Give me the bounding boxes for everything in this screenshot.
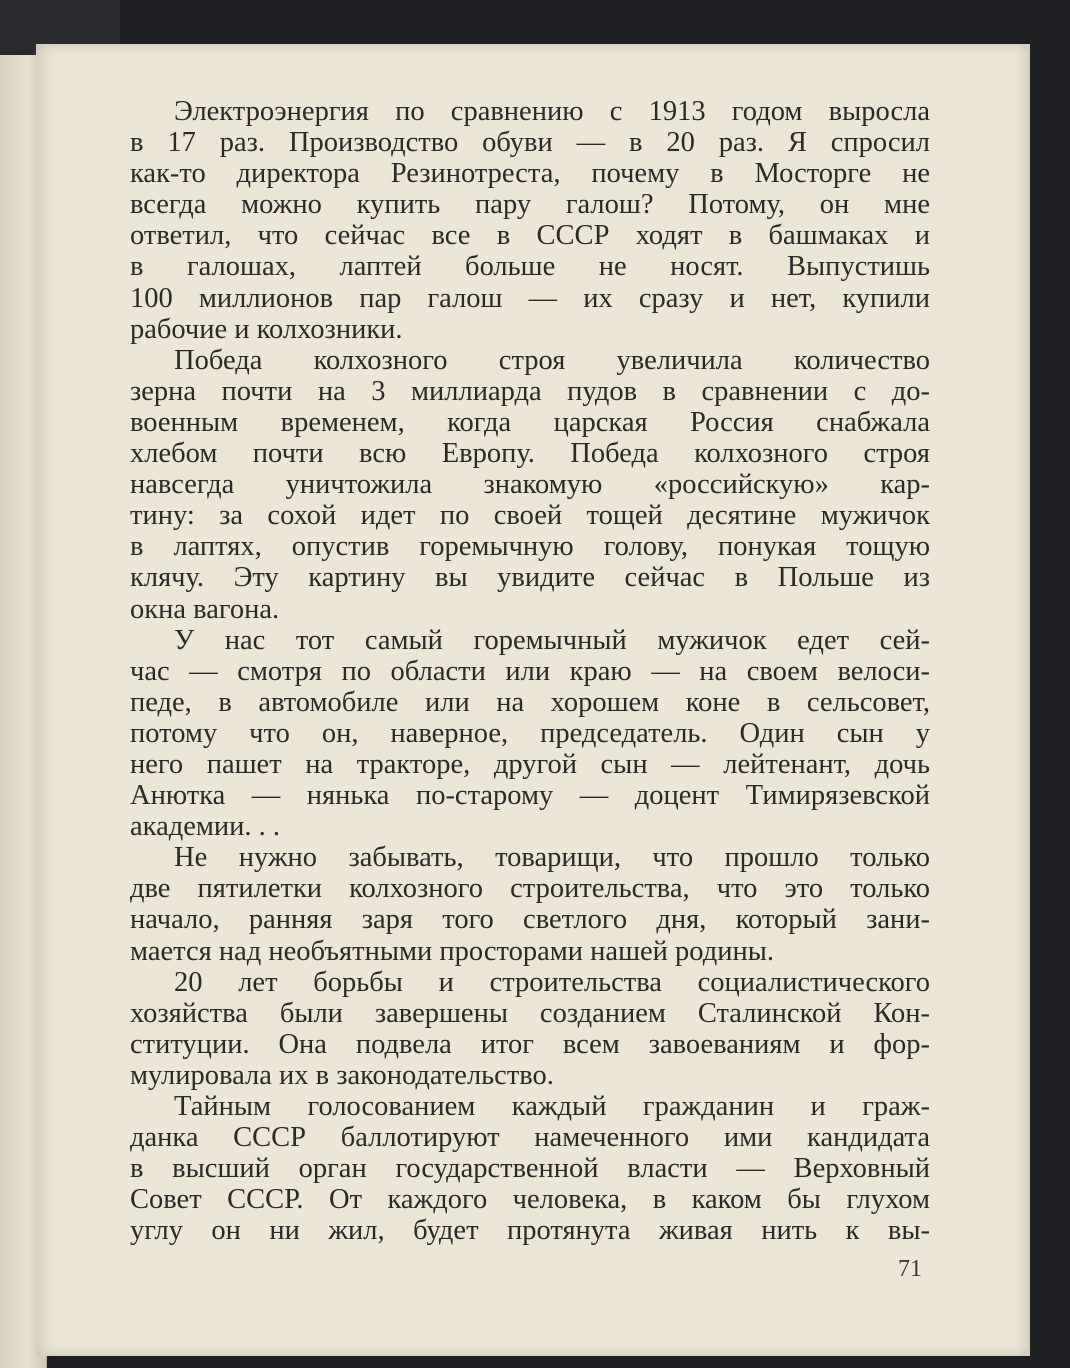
book-page — [36, 44, 1030, 1356]
text-line: час — смотря по области или краю — на своем велоси- — [130, 655, 930, 687]
text-line: окна вагона. — [130, 593, 280, 625]
text-line: мулировала их в законодательство. — [130, 1059, 554, 1091]
text-line: потому что он, наверное, председатель. Один сын у — [130, 717, 930, 749]
text-line: Анютка — нянька по-старому — доцент Тимирязевской — [130, 780, 930, 812]
text-line: в галошах, лаптей больше не носят. Выпустишь — [130, 251, 930, 283]
text-line: Победа колхозного строя увеличила количество — [174, 344, 930, 376]
text-line: данка СССР баллотируют намеченного ими кандидата — [130, 1122, 930, 1154]
text-line: всегда можно купить пару галош? Потому, он мне — [130, 189, 930, 221]
text-line: 20 лет борьбы и строительства социалистического — [174, 966, 930, 998]
text-line: как-то директора Резинотреста, почему в Мосторге не — [130, 158, 930, 190]
text-line: мается над необъятными просторами нашей родины. — [130, 935, 774, 967]
page-number: 71 — [898, 1256, 922, 1282]
text-line: 100 миллионов пар галош — их сразу и нет, купили — [130, 282, 930, 314]
text-line: ституции. Она подвела итог всем завоеваниям и фор- — [130, 1028, 930, 1060]
text-line: хлебом почти всю Европу. Победа колхозного строя — [130, 438, 930, 470]
text-line: У нас тот самый горемычный мужичок едет сей- — [174, 624, 930, 656]
text-line: него пашет на тракторе, другой сын — лейтенант, дочь — [130, 748, 930, 780]
text-line: академии. . . — [130, 811, 281, 843]
text-line: Совет СССР. От каждого человека, в каком бы глухом — [130, 1184, 930, 1216]
text-line: углу он ни жил, будет протянута живая нить к вы- — [130, 1215, 930, 1247]
text-line: Не нужно забывать, товарищи, что прошло только — [174, 842, 930, 874]
text-line: в лаптях, опустив горемычную голову, понукая тощую — [130, 531, 930, 563]
text-line: педе, в автомобиле или на хорошем коне в сельсовет, — [130, 686, 930, 718]
text-line: хозяйства были завершены созданием Сталинской Кон- — [130, 997, 930, 1029]
text-line: начало, ранняя заря того светлого дня, который зани- — [130, 904, 930, 936]
text-line: Тайным голосованием каждый гражданин и граж- — [174, 1091, 930, 1122]
text-line: ответил, что сейчас все в СССР ходят в башмаках и — [130, 220, 930, 252]
text-line: в высший орган государственной власти — Верховный — [130, 1153, 930, 1185]
text-line: две пятилетки колхозного строительства, что это только — [130, 873, 930, 905]
text-line: тину: за сохой идет по своей тощей десятине мужичок — [130, 500, 930, 532]
text-line: зерна почти на 3 миллиарда пудов в сравнении с до- — [130, 375, 930, 407]
body-text — [130, 96, 930, 1246]
text-line: военным временем, когда царская Россия снабжала — [130, 406, 930, 438]
text-line: рабочие и колхозники. — [130, 313, 403, 345]
text-line: клячу. Эту картину вы увидите сейчас в Польше из — [130, 562, 930, 594]
text-line: навсегда уничтожила знакомую «российскую» кар- — [130, 469, 930, 501]
text-line: Электроэнергия по сравнению с 1913 годом выросла — [174, 96, 930, 127]
text-line: в 17 раз. Производство обуви — в 20 раз. Я спросил — [130, 127, 930, 159]
